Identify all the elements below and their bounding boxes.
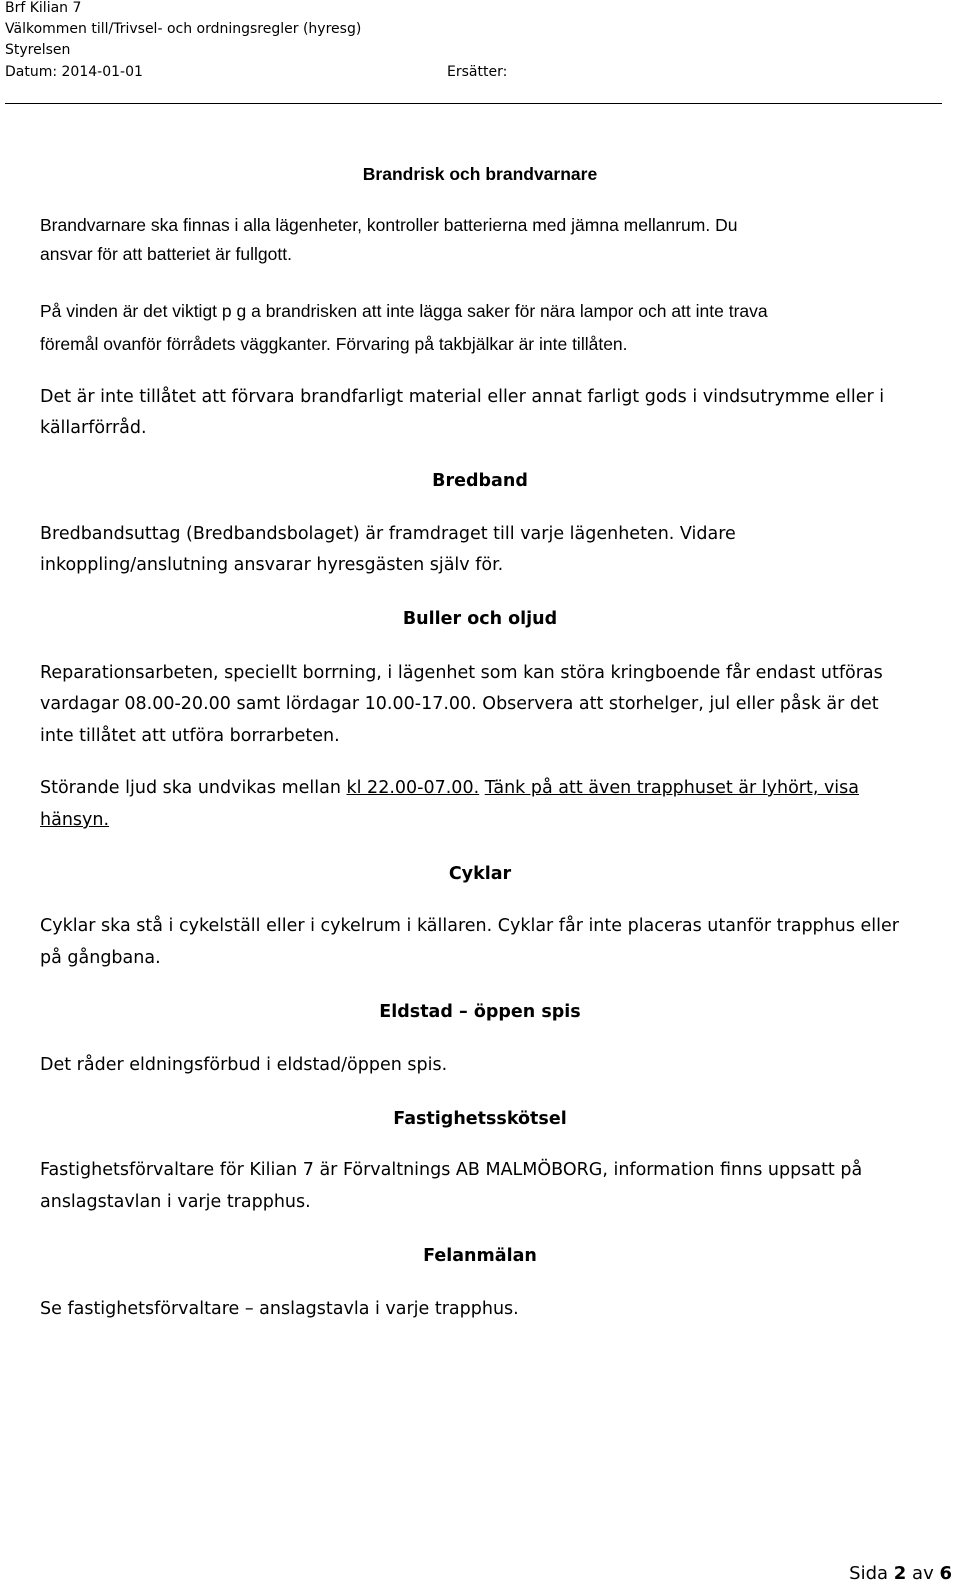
felanmalan-line1: Se fastighetsförvaltare – anslagstavla i varje trapphus. — [40, 1299, 519, 1319]
header-org: Brf Kilian 7 — [5, 0, 82, 16]
brandrisk-p3-line2: källarförråd. — [40, 418, 147, 438]
header-replaces: Ersätter: — [447, 64, 508, 80]
page-total: 6 — [939, 1563, 952, 1584]
heading-bredband: Bredband — [432, 471, 528, 491]
heading-brandrisk: Brandrisk och brandvarnare — [362, 164, 598, 184]
brandrisk-p2-line1: På vinden är det viktigt p g a brandrisken att inte lägga saker för nära lampor och att inte trava — [40, 301, 768, 321]
bredband-line2: inkoppling/anslutning ansvarar hyresgästen själv för. — [40, 555, 504, 575]
buller-line1: Reparationsarbeten, speciellt borrning, i lägenhet som kan störa kringboende får endast utföras — [40, 663, 883, 683]
buller-line4 — [40, 774, 940, 803]
cyklar-line1: Cyklar ska stå i cykelställ eller i cykelrum i källaren. Cyklar får inte placeras utanför trapphus eller — [40, 916, 899, 936]
buller-line2: vardagar 08.00-20.00 samt lördagar 10.00-17.00. Observera att storhelger, jul eller påsk är det — [40, 694, 879, 714]
brandrisk-p3-line1: Det är inte tillåtet att förvara brandfarligt material eller annat farligt gods i vindsutrymme eller i — [40, 387, 885, 407]
buller-hansyn: hänsyn. — [40, 810, 110, 830]
buller-line4-pre: Störande ljud ska undvikas mellan — [40, 778, 347, 798]
page-number — [849, 1562, 952, 1586]
heading-felanmalan: Felanmälan — [423, 1246, 537, 1266]
buller-line3: inte tillåtet att utföra borrarbeten. — [40, 726, 340, 746]
fastighet-line2: anslagstavlan i varje trapphus. — [40, 1192, 311, 1212]
fastighet-line1: Fastighetsförvaltare för Kilian 7 är Förvaltnings AB MALMÖBORG, information finns uppsatt på — [40, 1160, 863, 1180]
page-number-of: av — [912, 1563, 934, 1584]
eldstad-line1: Det råder eldningsförbud i eldstad/öppen spis. — [40, 1055, 448, 1075]
heading-cyklar: Cyklar — [448, 864, 512, 884]
brandrisk-p1-line1: Brandvarnare ska finnas i alla lägenheter, kontroller batterierna med jämna mellanrum. Du — [40, 215, 738, 235]
brandrisk-p1-line2: ansvar för att batteriet är fullgott. — [40, 244, 292, 264]
brandrisk-p2-line2: föremål ovanför förrådets väggkanter. Förvaring på takbjälkar är inte tillåten. — [40, 334, 628, 354]
header-divider — [5, 103, 942, 104]
buller-quiet-hours: kl 22.00-07.00. — [346, 778, 480, 798]
buller-staircase-note: Tänk på att även trapphuset är lyhört, visa — [484, 778, 860, 798]
cyklar-line2: på gångbana. — [40, 948, 161, 968]
heading-buller: Buller och oljud — [402, 609, 558, 629]
buller-line5 — [40, 806, 940, 835]
header-title: Välkommen till/Trivsel- och ordningsregler (hyresg) — [5, 21, 362, 37]
heading-eldstad: Eldstad – öppen spis — [379, 1002, 581, 1022]
bredband-line1: Bredbandsuttag (Bredbandsbolaget) är framdraget till varje lägenheten. Vidare — [40, 524, 736, 544]
header-author: Styrelsen — [5, 42, 71, 58]
heading-fastighet: Fastighetsskötsel — [393, 1109, 567, 1129]
page-current: 2 — [893, 1563, 907, 1584]
header-date: Datum: 2014-01-01 — [5, 64, 143, 80]
page-number-label: Sida — [849, 1563, 889, 1584]
